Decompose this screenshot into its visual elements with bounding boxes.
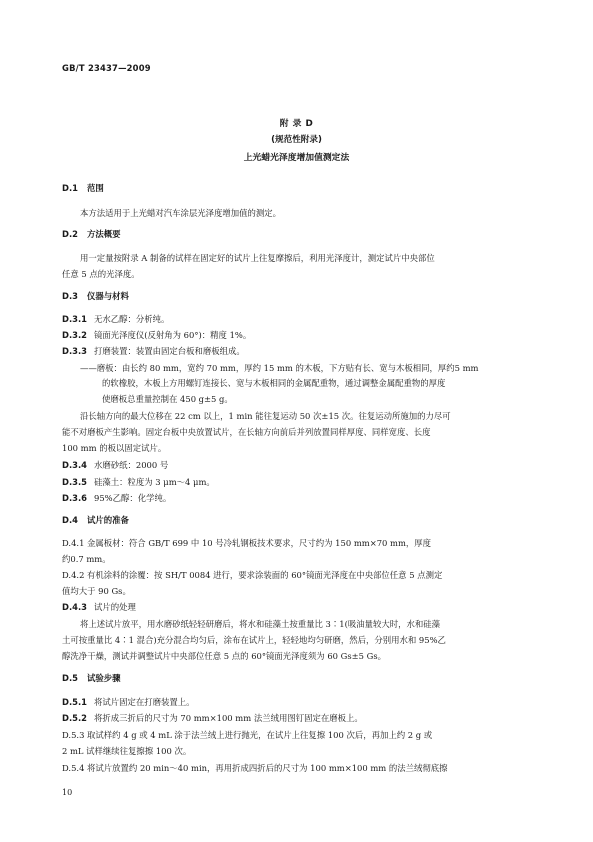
section-number: D.2	[62, 229, 78, 239]
clause-number: D.3.1	[62, 314, 87, 324]
section-heading-d5	[62, 672, 121, 684]
clause-number: D.5.2	[62, 713, 87, 723]
clause-d3-1	[62, 313, 169, 325]
paragraph-line: 约0.7 mm。	[62, 554, 111, 564]
dash-item-line: 的软橡胶，木板上方用螺钉连接长、宽与木板相同的金属配重物，通过调整金属配重物的厚度	[102, 378, 446, 388]
page-number: 10	[62, 788, 73, 797]
section-title: 仪器与材料	[87, 291, 129, 301]
section-title: 范围	[87, 183, 104, 193]
paragraph-line: 100 mm 的板以固定试片。	[62, 443, 167, 453]
clause-d4-1: D.4.1 金属板材：符合 GB/T 699 中 10 号冷轧钢板技术要求，尺寸约为 150 mm×70 mm，厚度	[62, 538, 432, 548]
clause-d5-2	[62, 712, 363, 724]
section-title: 试片的准备	[87, 515, 129, 525]
section-number: D.4	[62, 515, 78, 525]
section-title: 试验步骤	[87, 673, 121, 683]
section-heading-d2	[62, 228, 121, 240]
clause-d5-1	[62, 696, 195, 708]
annex-title: 附 录 D	[279, 119, 314, 129]
dash-item-line: 使磨板总重量控制在 450 g±5 g。	[102, 394, 233, 404]
section-number: D.5	[62, 673, 78, 683]
clause-text: 试片的处理	[94, 602, 136, 612]
paragraph-line: 将上述试片放平，用水磨砂纸轻轻研磨后，将水和硅藻土按重量比 3∶1(吸油量较大时，水和硅藻	[80, 619, 440, 629]
paragraph-line: 用一定量按附录 A 制备的试样在固定好的试片上往复摩擦后，利用光泽度计，测定试片中央部位	[80, 253, 435, 263]
section-title: 方法概要	[87, 229, 121, 239]
clause-d3-3	[62, 345, 245, 357]
paragraph-line: 醇洗净干燥，测试并调整试片中央部位任意 5 点的 60°镜面光泽度须为 60 Gs±5 Gs。	[62, 651, 386, 661]
clause-text: 水磨砂纸：2000 号	[94, 460, 169, 470]
paragraph-line: 土可按重量比 4∶1 混合)充分混合均匀后，涂布在试片上，轻轻地均匀研磨，然后，分别用水和 95%乙	[62, 635, 446, 645]
paragraph-line: 沿长轴方向的最大位移在 22 cm 以上，1 min 能往复运动 50 次±15 次。往复运动所施加的力尽可	[80, 411, 451, 421]
paragraph-line: 值均大于 90 Gs。	[62, 586, 131, 596]
standard-code: GB/T 23437—2009	[62, 63, 151, 73]
clause-text: 95%乙醇：化学纯。	[94, 493, 172, 503]
dash-item-line: ——磨板：由长约 80 mm，宽约 70 mm，厚约 15 mm 的木板，下方贴有长、宽与木板相同，厚约5 mm	[80, 363, 479, 373]
paragraph-line: 能不对磨板产生影响。固定台板中央放置试片，在长轴方向前后并列放置同样厚度、同样宽度、长度	[62, 427, 431, 437]
section-heading-d4	[62, 514, 129, 526]
clause-text: 镜面光泽度仪(反射角为 60°)：精度 1%。	[94, 330, 252, 340]
clause-text: 硅藻土：粒度为 3 μm～4 μm。	[94, 477, 215, 487]
clause-text: 将折成三折后的尺寸为 70 mm×100 mm 法兰绒用图钉固定在磨板上。	[94, 713, 363, 723]
section-heading-d3	[62, 290, 129, 302]
clause-number: D.3.2	[62, 330, 87, 340]
section-heading-d1	[62, 182, 104, 194]
clause-d3-4	[62, 459, 168, 471]
clause-number: D.3.3	[62, 346, 87, 356]
clause-d3-2	[62, 329, 251, 341]
paragraph-line: 2 mL 试样继续往复擦擦 100 次。	[62, 746, 192, 756]
paragraph-line: 任意 5 点的光泽度。	[62, 269, 140, 279]
clause-d3-6	[62, 492, 171, 504]
clause-text: 将试片固定在打磨装置上。	[94, 697, 195, 707]
clause-number: D.3.5	[62, 477, 87, 487]
section-number: D.3	[62, 291, 78, 301]
section-number: D.1	[62, 183, 78, 193]
clause-d3-5	[62, 476, 215, 488]
annex-type: (规范性附录)	[271, 135, 322, 145]
clause-text: 打磨装置：装置由固定台板和磨板组成。	[94, 346, 245, 356]
clause-d4-3	[62, 601, 136, 613]
clause-number: D.5.1	[62, 697, 87, 707]
clause-number: D.3.4	[62, 460, 87, 470]
paragraph-line: 本方法适用于上光蜡对汽车涂层光泽度增加值的测定。	[80, 208, 281, 218]
clause-d5-4: D.5.4 将试片放置约 20 min～40 min，再用折成四折后的尺寸为 100 mm×100 mm 的法兰绒彻底擦	[62, 763, 448, 773]
clause-d4-2: D.4.2 有机涂料的涂覆：按 SH/T 0084 进行，要求涂装面的 60°镜面光泽度在中央部位任意 5 点测定	[62, 570, 443, 580]
clause-text: 无水乙醇：分析纯。	[94, 314, 170, 324]
clause-d5-3: D.5.3 取试样约 4 g 或 4 mL 涂于法兰绒上进行抛光，在试片上往复擦 100 次后，再加上约 2 g 或	[62, 730, 433, 740]
clause-number: D.3.6	[62, 493, 87, 503]
clause-number: D.4.3	[62, 602, 87, 612]
annex-name: 上光蜡光泽度增加值测定法	[243, 153, 350, 163]
